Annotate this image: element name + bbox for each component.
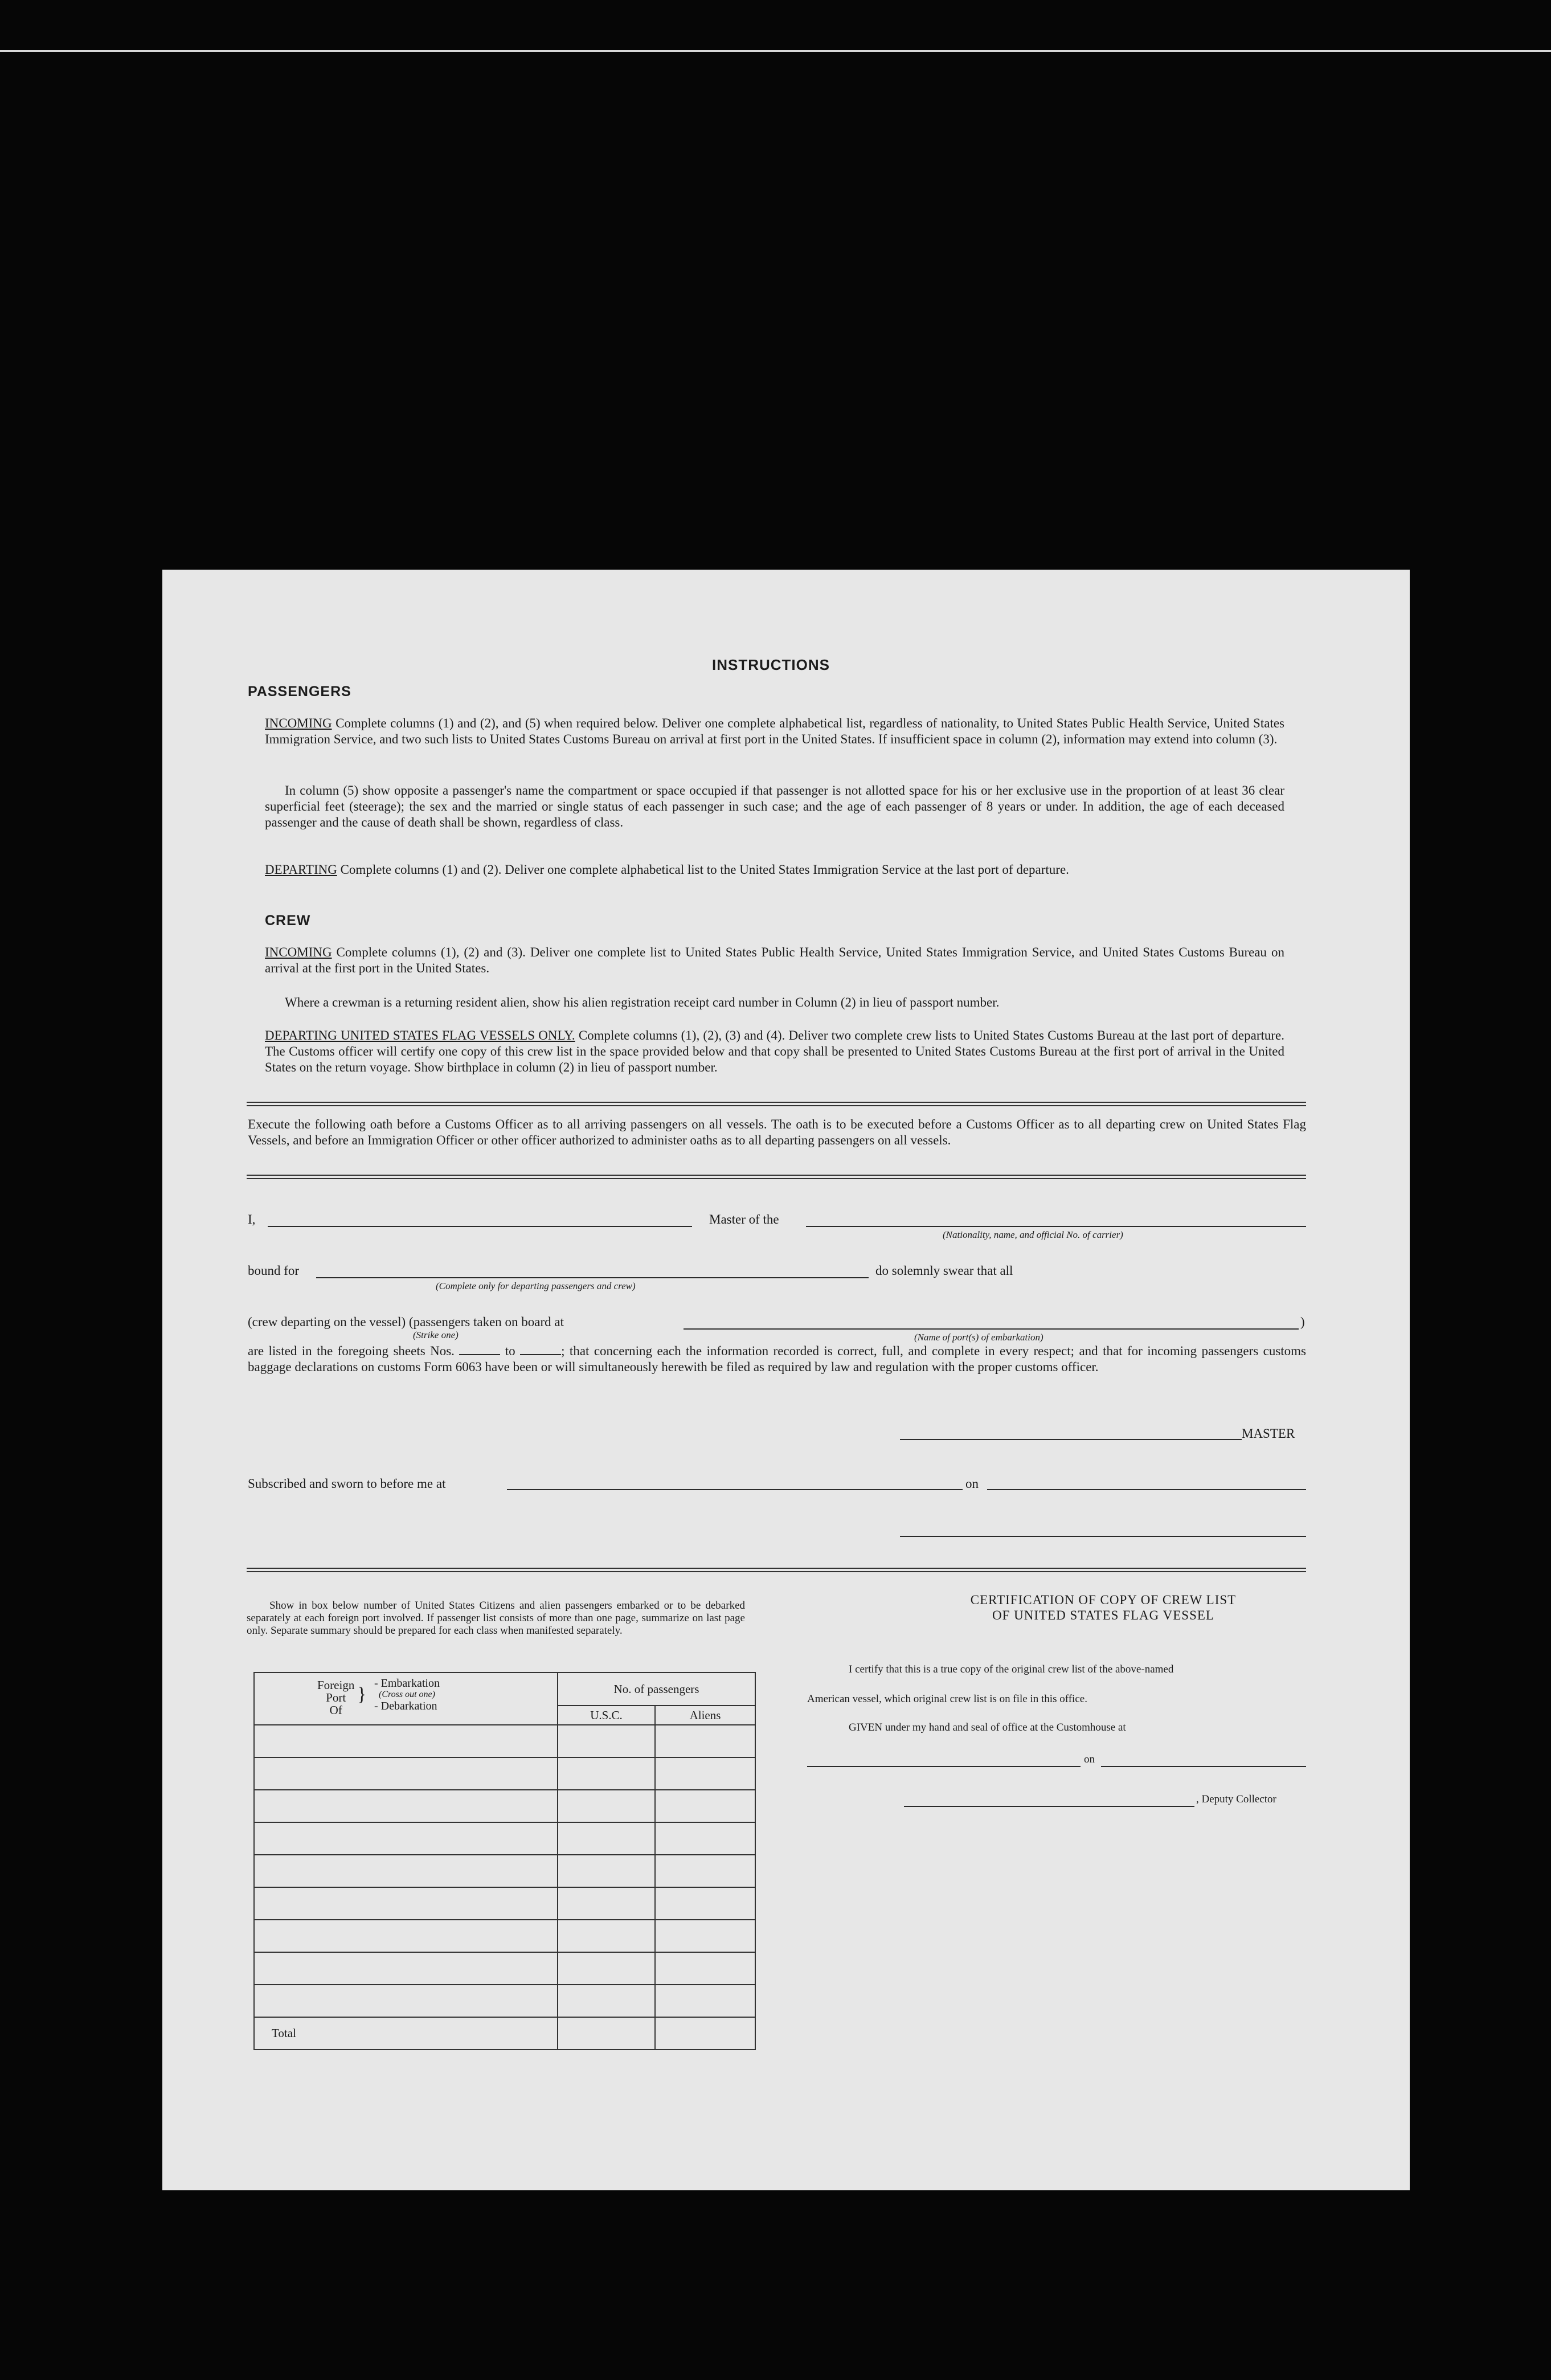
embark-options bbox=[374, 1678, 440, 1712]
crew-incoming-paragraph bbox=[265, 944, 1284, 976]
table-row bbox=[254, 1887, 755, 1920]
aliens-cell[interactable] bbox=[655, 1952, 755, 1985]
strike-one-note: (Strike one) bbox=[413, 1330, 459, 1340]
port-cell[interactable] bbox=[254, 1985, 558, 2017]
aliens-header: Aliens bbox=[655, 1706, 755, 1725]
passengers-column5-paragraph: In column (5) show opposite a passenger's name the compartment or space occupied if that passenger is not allotted space for his or her exclusive use in the proportion of at least 36 clear superficial feet (steerage); the sex and the married or single status of each passenger in such case; and the age of each passenger of 8 years or under. In addition, the age of each deceased passenger and the cause of death shall be shown, regardless of class. bbox=[265, 783, 1284, 829]
aliens-cell[interactable] bbox=[655, 1725, 755, 1757]
port-cell[interactable] bbox=[254, 1822, 558, 1855]
divider-line bbox=[247, 1175, 1306, 1176]
port-cell[interactable] bbox=[254, 1855, 558, 1887]
usc-cell[interactable] bbox=[558, 1855, 655, 1887]
port-header-cell bbox=[254, 1672, 558, 1725]
sheet-from-field[interactable] bbox=[459, 1354, 500, 1355]
master-signature-field[interactable] bbox=[900, 1439, 1242, 1440]
total-usc-cell[interactable] bbox=[558, 2017, 655, 2050]
port-cell[interactable] bbox=[254, 1952, 558, 1985]
table-row bbox=[254, 1920, 755, 1952]
bound-for-note: (Complete only for departing passengers and crew) bbox=[436, 1281, 636, 1291]
instructions-title: INSTRUCTIONS bbox=[712, 656, 830, 673]
port-cell[interactable] bbox=[254, 1725, 558, 1757]
crew-departing-label: DEPARTING UNITED STATES FLAG VESSELS ONLY. bbox=[265, 1028, 575, 1042]
listed-rest: ; that concerning each the information recorded is correct, full, and complete in every respect; and that for incoming passengers customs baggage declarations on customs Form 6063 have been or will simultaneously herewith be filed as required by law and regulation with the proper customs officer. bbox=[248, 1344, 1307, 1374]
master-of-label: Master of the bbox=[709, 1212, 779, 1226]
crew-heading: CREW bbox=[265, 913, 311, 929]
passengers-departing-text: Complete columns (1) and (2). Deliver one complete alphabetical list to the United States Immigration Service at the last port of departure. bbox=[340, 862, 1069, 877]
aliens-cell[interactable] bbox=[655, 1985, 755, 2017]
table-row bbox=[254, 1855, 755, 1887]
usc-header: U.S.C. bbox=[558, 1706, 655, 1725]
total-aliens-cell[interactable] bbox=[655, 2017, 755, 2050]
divider-line bbox=[247, 1568, 1306, 1569]
table-row bbox=[254, 1725, 755, 1757]
aliens-cell[interactable] bbox=[655, 1757, 755, 1790]
of-label: Of bbox=[329, 1703, 342, 1717]
crew-departing-text: Complete columns (1), (2), (3) and (4). Deliver two complete crew lists to United States Customs Bureau at the last port of departure. The Customs officer will certify one copy of this crew list in the space provided below and that copy shall be presented to United States Customs Bureau at the first port of arrival in the United States on the return voyage. Show birthplace in column (2) in lieu of passport number. bbox=[265, 1028, 1285, 1074]
document-page bbox=[162, 570, 1410, 2190]
officer-signature-field[interactable] bbox=[900, 1536, 1306, 1537]
total-label: Total bbox=[254, 2017, 558, 2050]
sheet-to-field[interactable] bbox=[520, 1354, 561, 1355]
port-label: Port bbox=[326, 1691, 346, 1704]
bound-for-label: bound for bbox=[248, 1263, 300, 1278]
usc-cell[interactable] bbox=[558, 1790, 655, 1822]
aliens-cell[interactable] bbox=[655, 1887, 755, 1920]
crew-incoming-label: INCOMING bbox=[265, 945, 332, 959]
usc-cell[interactable] bbox=[558, 1952, 655, 1985]
divider-line bbox=[247, 1178, 1306, 1179]
port-cell[interactable] bbox=[254, 1920, 558, 1952]
port-cell[interactable] bbox=[254, 1757, 558, 1790]
certify-line1: I certify that this is a true copy of the original crew list of the above-named bbox=[849, 1663, 1174, 1675]
subscribed-label: Subscribed and sworn to before me at bbox=[248, 1477, 446, 1491]
passengers-departing-paragraph bbox=[265, 862, 1284, 878]
no-passengers-header: No. of passengers bbox=[558, 1672, 755, 1706]
summary-note: Show in box below number of United States Citizens and alien passengers embarked or to be debarked separately at each foreign port involved. If passenger list consists of more than one page, summarize on last page only. Separate summary should be prepared for each class when manifested separately. bbox=[247, 1600, 745, 1637]
port-of-embarkation-field[interactable] bbox=[684, 1328, 1299, 1330]
listed-to: to bbox=[505, 1344, 515, 1358]
debarkation-option[interactable]: - Debarkation bbox=[374, 1700, 437, 1712]
oath-intro: Execute the following oath before a Customs Officer as to all arriving passengers on all vessels. The oath is to be executed before a Customs Officer as to all departing crew on United States Flag Vessels, and before an Immigration Officer or other officer authorized to administer oaths as to all departing passengers on all vessels. bbox=[248, 1117, 1306, 1147]
deputy-signature-field[interactable] bbox=[904, 1806, 1194, 1807]
bound-for-field[interactable] bbox=[316, 1277, 869, 1278]
sworn-on-label: on bbox=[965, 1477, 979, 1491]
table-row bbox=[254, 1790, 755, 1822]
passengers-incoming-label: INCOMING bbox=[265, 716, 332, 730]
sworn-date-field[interactable] bbox=[987, 1489, 1306, 1490]
crew-departing-paragraph bbox=[265, 1028, 1284, 1076]
deputy-collector-label: , Deputy Collector bbox=[1196, 1793, 1276, 1805]
oath-i-label: I, bbox=[248, 1212, 256, 1226]
cross-out-note: (Cross out one) bbox=[379, 1690, 435, 1699]
given-line: GIVEN under my hand and seal of office at the Customhouse at bbox=[849, 1721, 1126, 1733]
usc-cell[interactable] bbox=[558, 1920, 655, 1952]
aliens-cell[interactable] bbox=[655, 1790, 755, 1822]
usc-cell[interactable] bbox=[558, 1887, 655, 1920]
foreign-port-of-label bbox=[317, 1679, 354, 1716]
total-row bbox=[254, 2017, 755, 2050]
aliens-cell[interactable] bbox=[655, 1855, 755, 1887]
carrier-note: (Nationality, name, and official No. of carrier) bbox=[943, 1229, 1123, 1240]
foreign-label: Foreign bbox=[317, 1678, 355, 1692]
sworn-place-field[interactable] bbox=[507, 1489, 963, 1490]
swear-text: do solemnly swear that all bbox=[875, 1263, 1013, 1278]
divider-line bbox=[247, 1105, 1306, 1106]
table-row bbox=[254, 1985, 755, 2017]
certify-line2: American vessel, which original crew list is on file in this office. bbox=[807, 1693, 1087, 1705]
close-paren: ) bbox=[1300, 1315, 1305, 1329]
passengers-incoming-text: Complete columns (1) and (2), and (5) when required below. Deliver one complete alphabetical list, regardless of nationality, to United States Public Health Service, United States Immigration Service, and two such lists to United States Customs Bureau on arrival at first port in the United States. If insufficient space in column (2), information may extend into column (3). bbox=[265, 716, 1284, 746]
table-row bbox=[254, 1757, 755, 1790]
certification-on-label: on bbox=[1084, 1753, 1095, 1765]
usc-cell[interactable] bbox=[558, 1725, 655, 1757]
passengers-heading: PASSENGERS bbox=[248, 684, 351, 700]
master-name-field[interactable] bbox=[268, 1226, 692, 1227]
port-cell[interactable] bbox=[254, 1887, 558, 1920]
passenger-summary-table bbox=[253, 1672, 756, 2050]
certification-title bbox=[904, 1592, 1303, 1623]
aliens-cell[interactable] bbox=[655, 1822, 755, 1855]
crew-departing-phrase: (crew departing on the vessel) (passengers taken on board at bbox=[248, 1315, 564, 1329]
passengers-incoming-paragraph bbox=[265, 715, 1284, 747]
usc-cell[interactable] bbox=[558, 1985, 655, 2017]
embarkation-option[interactable]: - Embarkation bbox=[374, 1677, 440, 1690]
brace-icon: } bbox=[357, 1684, 367, 1705]
divider-line bbox=[247, 1102, 1306, 1103]
oath-listed-paragraph bbox=[248, 1343, 1306, 1375]
divider-line bbox=[247, 1571, 1306, 1572]
table-row bbox=[254, 1952, 755, 1985]
carrier-field[interactable] bbox=[806, 1226, 1306, 1227]
passengers-departing-label: DEPARTING bbox=[265, 862, 337, 877]
crew-resident-paragraph: Where a crewman is a returning resident alien, show his alien registration receipt card number in Column (2) in lieu of passport number. bbox=[285, 995, 1000, 1009]
certification-title-line1: CERTIFICATION OF COPY OF CREW LIST bbox=[970, 1593, 1237, 1607]
table-row bbox=[254, 1822, 755, 1855]
usc-cell[interactable] bbox=[558, 1822, 655, 1855]
usc-cell[interactable] bbox=[558, 1757, 655, 1790]
certification-date-field[interactable] bbox=[1101, 1766, 1306, 1767]
master-label: MASTER bbox=[1242, 1426, 1295, 1441]
port-cell[interactable] bbox=[254, 1790, 558, 1822]
listed-prefix: are listed in the foregoing sheets Nos. bbox=[248, 1344, 455, 1358]
film-edge-line bbox=[0, 50, 1551, 52]
certification-title-line2: OF UNITED STATES FLAG VESSEL bbox=[992, 1608, 1214, 1622]
customhouse-field[interactable] bbox=[807, 1766, 1081, 1767]
crew-incoming-text: Complete columns (1), (2) and (3). Deliver one complete list to United States Public Health Service, United States Immigration Service, and United States Customs Bureau on arrival at the first port in the United States. bbox=[265, 945, 1284, 975]
port-note: (Name of port(s) of embarkation) bbox=[914, 1332, 1043, 1343]
aliens-cell[interactable] bbox=[655, 1920, 755, 1952]
